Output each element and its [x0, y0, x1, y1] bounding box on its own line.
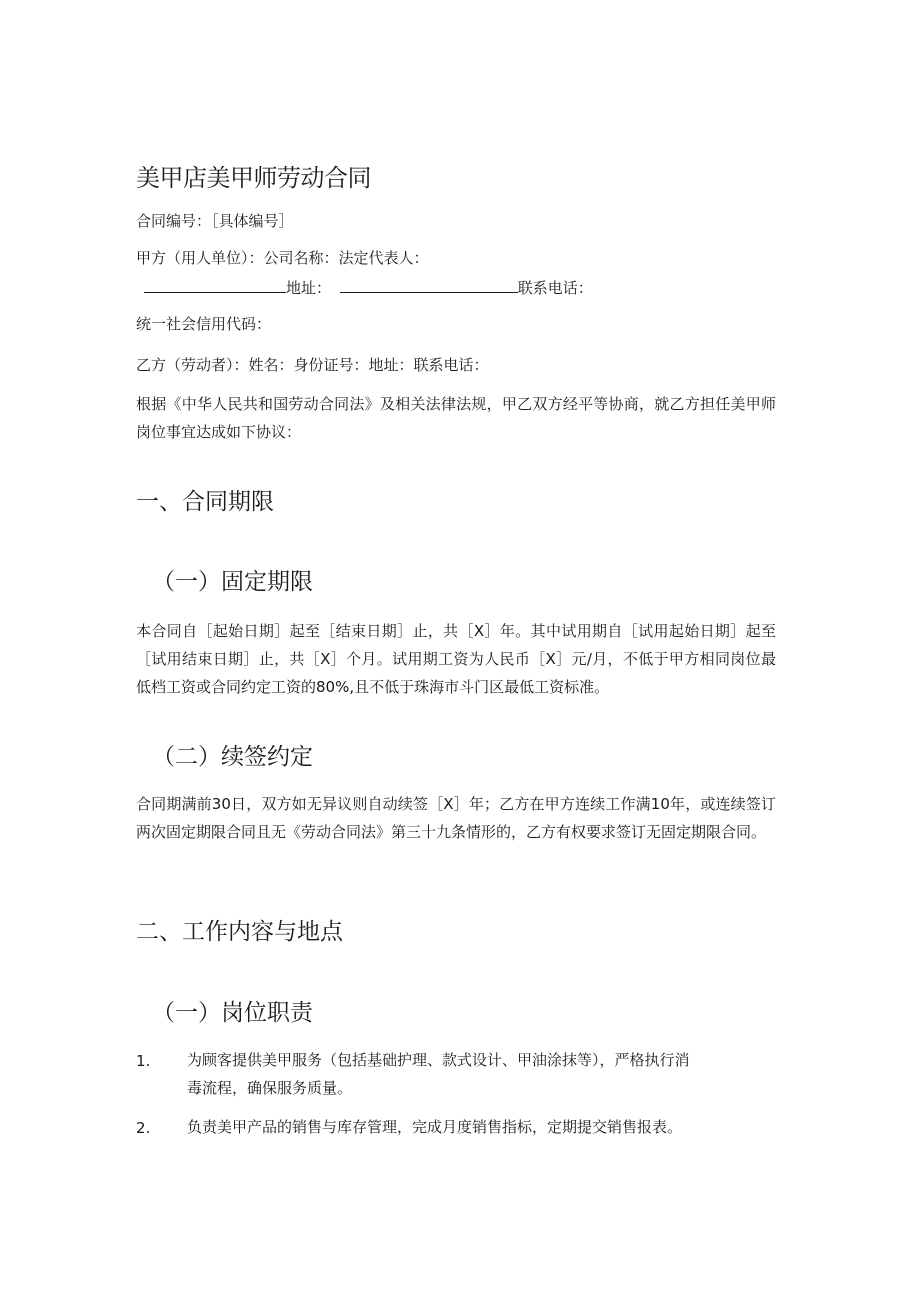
- credit-code-line: 统一社会信用代码：: [136, 315, 272, 333]
- party-b-line: 乙方（劳动者）：姓名：身份证号：地址：联系电话：: [136, 356, 489, 374]
- list-item: [187, 1046, 727, 1102]
- document-title: 美甲店美甲师劳动合同: [136, 164, 371, 192]
- list-item-text: 负责美甲产品的销售与库存管理，完成月度销售指标，定期提交销售报表。: [187, 1118, 683, 1136]
- subsection-heading: （一）岗位职责: [152, 1000, 313, 1026]
- subsection-heading: （一）固定期限: [152, 569, 313, 595]
- section-heading: 一、合同期限: [136, 489, 274, 515]
- section-paragraph: 合同期满前30日，双方如无异议则自动续签［X］年；乙方在甲方连续工作满10年，或连续签订两次固定期限合同且无《劳动合同法》第三十九条情形的，乙方有权要求签订无固定期限合同。: [136, 795, 776, 841]
- list-item-text: 毒流程，确保服务质量。: [187, 1079, 353, 1097]
- list-item-number: 1.: [136, 1052, 151, 1070]
- blank-underline: [340, 276, 518, 293]
- party-a-address-phone-line: [144, 276, 593, 299]
- list-item-text: 为顾客提供美甲服务（包括基础护理、款式设计、甲油涂抹等），严格执行消: [187, 1051, 690, 1069]
- phone-label: 联系电话：: [517, 279, 593, 297]
- section-paragraph: 本合同自［起始日期］起至［结束日期］止，共［X］年。其中试用期自［试用起始日期］起至［试用结束日期］止，共［X］个月。试用期工资为人民币［X］元/月，不低于甲方相同岗位最低档工资或合同约定工资的80%,且不低于珠海市斗门区最低工资标准。: [136, 622, 776, 696]
- blank-underline: [144, 276, 286, 293]
- subsection-heading: （二）续签约定: [152, 744, 313, 770]
- contract-number: 合同编号：［具体编号］: [136, 212, 294, 230]
- section-heading: 二、工作内容与地点: [136, 919, 343, 945]
- address-label: 地址：: [286, 279, 332, 297]
- preamble-paragraph: 根据《中华人民共和国劳动合同法》及相关法律法规，甲乙双方经平等协商，就乙方担任美甲师岗位事宜达成如下协议：: [136, 395, 776, 441]
- list-item: [187, 1113, 727, 1141]
- party-a-line: 甲方（用人单位）：公司名称：法定代表人：: [136, 249, 429, 267]
- list-item-number: 2.: [136, 1119, 151, 1137]
